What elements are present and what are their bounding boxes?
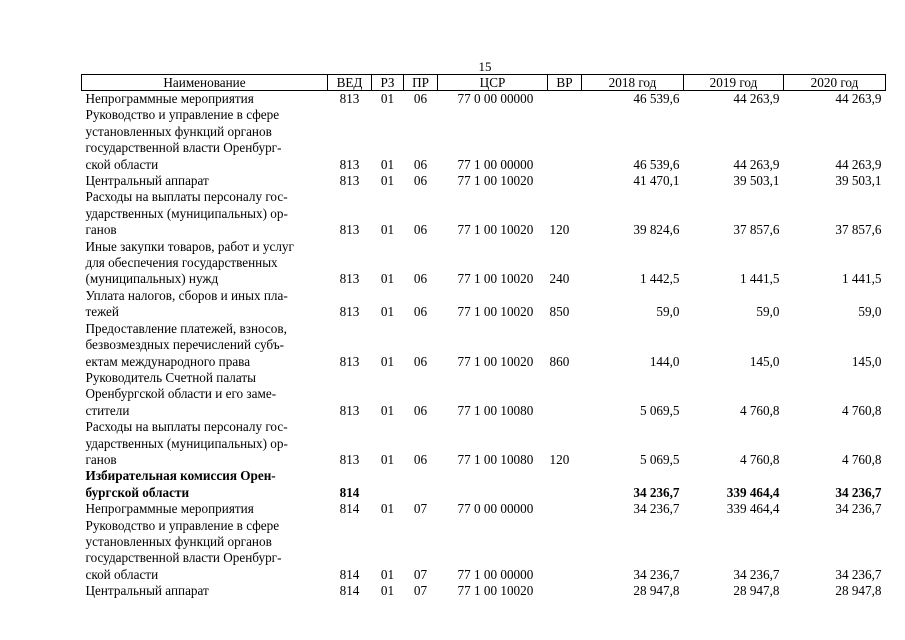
cell-2020: 59,0 bbox=[858, 304, 882, 320]
cell-2019: 37 857,6 bbox=[733, 222, 780, 238]
cell-rz: 01 bbox=[380, 353, 395, 369]
row-name-line: Предоставление платежей, взносов, bbox=[85, 320, 287, 336]
row-name bbox=[82, 239, 328, 288]
table-row bbox=[82, 468, 886, 501]
row-name-line: Расходы на выплаты персоналу гос- bbox=[85, 419, 288, 435]
cell-2019: 59,0 bbox=[756, 304, 780, 320]
row-name bbox=[82, 501, 328, 517]
cell-ved: 813 bbox=[339, 402, 360, 418]
cell-2018: 1 442,5 bbox=[639, 271, 680, 287]
cell-rz: 01 bbox=[380, 566, 395, 582]
cell-2018: 39 824,6 bbox=[633, 222, 680, 238]
cell-pr: 06 bbox=[413, 271, 428, 287]
table-row bbox=[82, 189, 886, 238]
row-name-line: Избирательная комиссия Орен- bbox=[85, 468, 276, 484]
table-row bbox=[82, 288, 886, 321]
budget-table bbox=[81, 74, 886, 600]
cell-2019: 4 760,8 bbox=[739, 402, 780, 418]
row-name-line: Центральный аппарат bbox=[85, 583, 209, 599]
cell-csr: 77 1 00 00000 bbox=[457, 156, 534, 172]
cell-2020: 34 236,7 bbox=[835, 566, 882, 582]
header-rz: РЗ bbox=[372, 75, 404, 91]
cell-2019: 339 464,4 bbox=[726, 484, 780, 500]
row-name-line: для обеспечения государственных bbox=[85, 255, 278, 271]
cell-2020: 145,0 bbox=[851, 353, 882, 369]
row-name-line: Расходы на выплаты персоналу гос- bbox=[85, 189, 288, 205]
cell-2020: 4 760,8 bbox=[841, 451, 882, 467]
cell-2020: 28 947,8 bbox=[835, 583, 882, 599]
row-name bbox=[82, 370, 328, 419]
cell-ved: 814 bbox=[339, 501, 360, 517]
row-name bbox=[82, 583, 328, 599]
row-name-line: Непрограммные мероприятия bbox=[85, 501, 254, 517]
row-name-line: ганов bbox=[85, 222, 117, 238]
table-row bbox=[82, 173, 886, 189]
cell-ved: 814 bbox=[339, 566, 360, 582]
cell-ved: 813 bbox=[339, 353, 360, 369]
cell-vr: 120 bbox=[549, 451, 570, 467]
table-row bbox=[82, 321, 886, 370]
row-name-line: ганов bbox=[85, 451, 117, 467]
row-name-line: государственной власти Оренбург- bbox=[85, 550, 282, 566]
cell-csr: 77 1 00 10020 bbox=[457, 353, 534, 369]
row-name bbox=[82, 107, 328, 173]
row-name-line: установленных функций органов bbox=[85, 533, 272, 549]
header-vr: ВР bbox=[548, 75, 582, 91]
cell-csr: 77 1 00 10020 bbox=[457, 583, 534, 599]
cell-rz: 01 bbox=[380, 156, 395, 172]
cell-pr: 06 bbox=[413, 156, 428, 172]
cell-pr: 06 bbox=[413, 402, 428, 418]
cell-2020: 34 236,7 bbox=[835, 501, 882, 517]
table-row bbox=[82, 370, 886, 419]
cell-2019: 44 263,9 bbox=[733, 156, 780, 172]
row-name-line: ударственных (муниципальных) ор- bbox=[85, 205, 288, 221]
cell-pr: 07 bbox=[413, 583, 428, 599]
cell-2020: 37 857,6 bbox=[835, 222, 882, 238]
row-name-line: Центральный аппарат bbox=[85, 173, 209, 189]
cell-2018: 144,0 bbox=[649, 353, 680, 369]
cell-pr: 06 bbox=[413, 304, 428, 320]
cell-rz: 01 bbox=[380, 271, 395, 287]
cell-2018: 41 470,1 bbox=[633, 173, 680, 189]
table-row bbox=[82, 239, 886, 288]
header-2019: 2019 год bbox=[684, 75, 784, 91]
cell-rz: 01 bbox=[380, 402, 395, 418]
cell-ved: 813 bbox=[339, 222, 360, 238]
row-name-line: стители bbox=[85, 402, 130, 418]
row-name-line: государственной власти Оренбург- bbox=[85, 140, 282, 156]
cell-2018: 34 236,7 bbox=[633, 501, 680, 517]
cell-ved: 814 bbox=[339, 583, 360, 599]
row-name-line: Руководитель Счетной палаты bbox=[85, 369, 257, 385]
cell-pr: 07 bbox=[413, 566, 428, 582]
cell-2019: 1 441,5 bbox=[739, 271, 780, 287]
cell-csr bbox=[438, 468, 548, 501]
row-name-line: Иные закупки товаров, работ и услуг bbox=[85, 238, 294, 254]
cell-csr: 77 1 00 10020 bbox=[457, 271, 534, 287]
cell-csr: 77 0 00 00000 bbox=[457, 501, 534, 517]
cell-vr bbox=[548, 583, 582, 599]
cell-2020: 34 236,7 bbox=[835, 484, 882, 500]
cell-vr bbox=[548, 173, 582, 189]
cell-ved: 813 bbox=[339, 304, 360, 320]
cell-vr bbox=[548, 107, 582, 173]
cell-2018: 5 069,5 bbox=[639, 402, 680, 418]
cell-ved: 813 bbox=[339, 91, 360, 106]
table-header-row bbox=[82, 75, 886, 91]
row-name-line: ектам международного права bbox=[85, 353, 251, 369]
cell-ved: 813 bbox=[339, 173, 360, 189]
row-name-line: Руководство и управление в сфере bbox=[85, 517, 280, 533]
cell-csr: 77 1 00 10020 bbox=[457, 304, 534, 320]
row-name-line: Оренбургской области и его заме- bbox=[85, 386, 277, 402]
cell-vr bbox=[548, 518, 582, 584]
cell-vr: 240 bbox=[549, 271, 570, 287]
header-2018: 2018 год bbox=[582, 75, 684, 91]
cell-2018: 34 236,7 bbox=[633, 484, 680, 500]
cell-rz: 01 bbox=[380, 222, 395, 238]
cell-pr: 06 bbox=[413, 173, 428, 189]
header-name: Наименование bbox=[82, 75, 328, 91]
cell-rz: 01 bbox=[380, 91, 395, 106]
row-name bbox=[82, 189, 328, 238]
cell-2020: 44 263,9 bbox=[835, 156, 882, 172]
row-name-line: тежей bbox=[85, 304, 119, 320]
cell-vr: 120 bbox=[549, 222, 570, 238]
table-row bbox=[82, 501, 886, 517]
row-name-line: (муниципальных) нужд bbox=[85, 271, 219, 287]
row-name-line: Уплата налогов, сборов и иных пла- bbox=[85, 287, 288, 303]
cell-csr: 77 1 00 10020 bbox=[457, 222, 534, 238]
cell-2019: 39 503,1 bbox=[733, 173, 780, 189]
cell-vr bbox=[548, 501, 582, 517]
row-name-line: Непрограммные мероприятия bbox=[85, 91, 254, 106]
page-number: 15 bbox=[478, 59, 492, 74]
row-name-line: Руководство и управление в сфере bbox=[85, 107, 280, 123]
row-name-line: ской области bbox=[85, 156, 159, 172]
table-row bbox=[82, 419, 886, 468]
cell-rz: 01 bbox=[380, 583, 395, 599]
cell-csr: 77 1 00 10020 bbox=[457, 173, 534, 189]
cell-ved: 814 bbox=[339, 484, 360, 500]
cell-2019: 339 464,4 bbox=[726, 501, 780, 517]
cell-rz: 01 bbox=[380, 173, 395, 189]
cell-2019: 28 947,8 bbox=[733, 583, 780, 599]
cell-rz bbox=[372, 468, 404, 501]
header-csr: ЦСР bbox=[438, 75, 548, 91]
row-name-line: установленных функций органов bbox=[85, 123, 272, 139]
cell-2018: 34 236,7 bbox=[633, 566, 680, 582]
cell-rz: 01 bbox=[380, 451, 395, 467]
cell-pr: 06 bbox=[413, 451, 428, 467]
cell-pr: 06 bbox=[413, 222, 428, 238]
table-row bbox=[82, 518, 886, 584]
cell-csr: 77 0 00 00000 bbox=[457, 91, 534, 106]
header-2020: 2020 год bbox=[784, 75, 886, 91]
cell-vr bbox=[548, 91, 582, 108]
cell-2019: 4 760,8 bbox=[739, 451, 780, 467]
cell-rz: 01 bbox=[380, 501, 395, 517]
row-name bbox=[82, 91, 328, 108]
row-name-line: бургской области bbox=[85, 484, 190, 500]
cell-csr: 77 1 00 00000 bbox=[457, 566, 534, 582]
row-name bbox=[82, 321, 328, 370]
row-name bbox=[82, 468, 328, 501]
cell-vr: 850 bbox=[549, 304, 570, 320]
cell-2020: 4 760,8 bbox=[841, 402, 882, 418]
cell-2018: 46 539,6 bbox=[633, 91, 680, 106]
cell-2019: 34 236,7 bbox=[733, 566, 780, 582]
table-body bbox=[82, 91, 886, 600]
cell-rz: 01 bbox=[380, 304, 395, 320]
cell-2020: 1 441,5 bbox=[841, 271, 882, 287]
row-name bbox=[82, 288, 328, 321]
cell-2019: 145,0 bbox=[749, 353, 780, 369]
cell-2018: 46 539,6 bbox=[633, 156, 680, 172]
cell-vr: 860 bbox=[549, 353, 570, 369]
cell-ved: 813 bbox=[339, 451, 360, 467]
cell-vr bbox=[548, 370, 582, 419]
cell-vr bbox=[548, 468, 582, 501]
cell-pr: 06 bbox=[413, 353, 428, 369]
row-name bbox=[82, 518, 328, 584]
header-pr: ПР bbox=[404, 75, 438, 91]
cell-pr: 07 bbox=[413, 501, 428, 517]
cell-2019: 44 263,9 bbox=[733, 91, 780, 106]
cell-2020: 44 263,9 bbox=[835, 91, 882, 106]
header-ved: ВЕД bbox=[328, 75, 372, 91]
cell-csr: 77 1 00 10080 bbox=[457, 402, 534, 418]
cell-ved: 813 bbox=[339, 271, 360, 287]
table-row bbox=[82, 107, 886, 173]
cell-2018: 28 947,8 bbox=[633, 583, 680, 599]
row-name-line: ударственных (муниципальных) ор- bbox=[85, 435, 288, 451]
row-name-line: ской области bbox=[85, 566, 159, 582]
cell-ved: 813 bbox=[339, 156, 360, 172]
row-name bbox=[82, 419, 328, 468]
row-name bbox=[82, 173, 328, 189]
cell-csr: 77 1 00 10080 bbox=[457, 451, 534, 467]
table-row bbox=[82, 91, 886, 108]
row-name-line: безвозмездных перечислений субъ- bbox=[85, 337, 285, 353]
cell-2020: 39 503,1 bbox=[835, 173, 882, 189]
cell-pr bbox=[404, 468, 438, 501]
cell-2018: 5 069,5 bbox=[639, 451, 680, 467]
cell-pr: 06 bbox=[413, 91, 428, 106]
cell-2018: 59,0 bbox=[656, 304, 680, 320]
table-row bbox=[82, 583, 886, 599]
